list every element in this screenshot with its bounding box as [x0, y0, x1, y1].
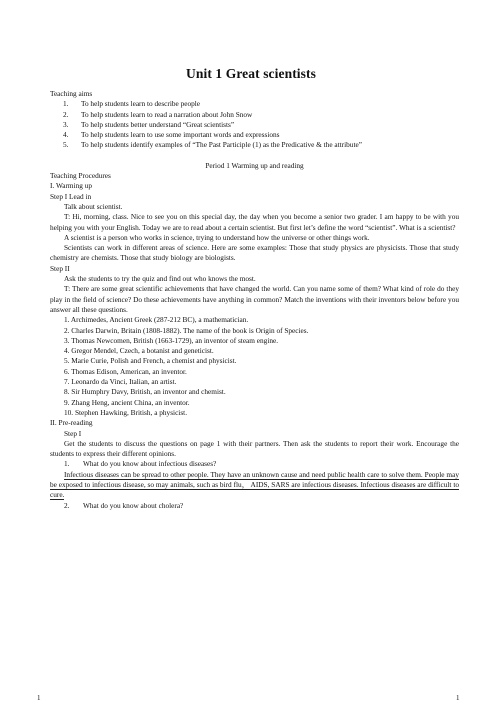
list-item: 1. Archimedes, Ancient Greek (287-212 BC), a mathematician.	[64, 315, 249, 325]
paragraph: Get the students to discuss the questions on page 1 with their partners. Then ask the students to report their work. Encourage the students to express their different opinions.	[50, 438, 459, 459]
list-item: 8. Sir Humphry Davy, British, an inventor and chemist.	[64, 387, 226, 397]
paragraph: T: There are some great scientific achievements that have changed the world. Can you name some of them? What kind of role do they play in the field of science? Do these achievements have anything in common? Match the inventions with their inventors below before you answer all these questions.	[50, 284, 459, 314]
list-item: 10. Stephen Hawking, British, a physicist.	[64, 407, 188, 417]
teaching-aims-list	[50, 99, 459, 150]
list-item: 5. Marie Curie, Polish and French, a chemist and physicist.	[64, 356, 237, 366]
paragraph: T: Hi, morning, class. Nice to see you on this special day, the day when you become a senior two grader. I am happy to be with you helping you with your English. Today we are to read about a certain scientist. But first let’s define the word “scientist”. What is a scientist?	[50, 212, 459, 232]
list-item: 3. Thomas Newcomen, British (1663-1729), an inventor of steam engine.	[64, 335, 279, 345]
list-item: 6. Thomas Edison, American, an inventor.	[64, 366, 187, 376]
list-item: 2. Charles Darwin, Britain (1808-1882). The name of the book is Origin of Species.	[64, 325, 309, 335]
list-item: 4. Gregor Mendel, Czech, a botanist and geneticist.	[64, 346, 214, 356]
list-item: 9. Zhang Heng, ancient China, an inventor.	[64, 397, 190, 407]
document-body	[50, 89, 459, 511]
scientist-list	[50, 315, 459, 418]
list-item: 2. To help students learn to read a narration about John Snow	[63, 109, 253, 119]
step-heading: Step I	[64, 428, 82, 438]
period-title: Period 1 Warming up and reading	[205, 160, 304, 170]
page-number-left: 1	[37, 694, 41, 702]
section-heading: I. Warming up	[50, 181, 93, 191]
section-heading: II. Pre-reading	[50, 418, 93, 428]
question-item: 1. What do you know about infectious diseases?	[64, 459, 217, 469]
teaching-aims-heading: Teaching aims	[50, 89, 93, 98]
paragraph: Ask the students to try the quiz and find out who knows the most.	[64, 274, 256, 284]
paragraph: Scientists can work in different areas of science. Here are some examples: Those that study physics are physicists. Those that study chemistry are chemists. Those that study biology are biologists.	[50, 243, 459, 263]
list-item: 5. To help students identify examples of “The Past Participle (1) as the Predicative & the attribute”	[63, 140, 362, 150]
list-item: 4. To help students learn to use some important words and expressions	[63, 130, 280, 140]
list-item: 7. Leonardo da Vinci, Italian, an artist.	[64, 377, 177, 387]
procedures-heading: Teaching Procedures	[50, 171, 111, 181]
answer-paragraph: Infectious diseases can be spread to other people. They have an unknown cause and need public health care to solve them. People may be exposed to infectious disease, so may animals, such as bird flu， AIDS, SARS are infectious diseases. Infectious diseases are difficult to cure.	[50, 469, 459, 500]
list-item: 3. To help students better understand “Great scientists”	[63, 119, 235, 129]
paragraph: A scientist is a person who works in science, trying to understand how the universe or other things work.	[64, 232, 370, 242]
step-heading: Step II	[50, 263, 70, 273]
question-item: 2. What do you know about cholera?	[64, 500, 184, 510]
paragraph: Talk about scientist.	[64, 201, 123, 211]
page-number-right: 1	[456, 694, 460, 702]
page-title: Unit 1 Great scientists	[186, 66, 316, 81]
list-item: 1. To help students learn to describe people	[63, 99, 201, 109]
step-heading: Step I Lead in	[50, 191, 92, 201]
